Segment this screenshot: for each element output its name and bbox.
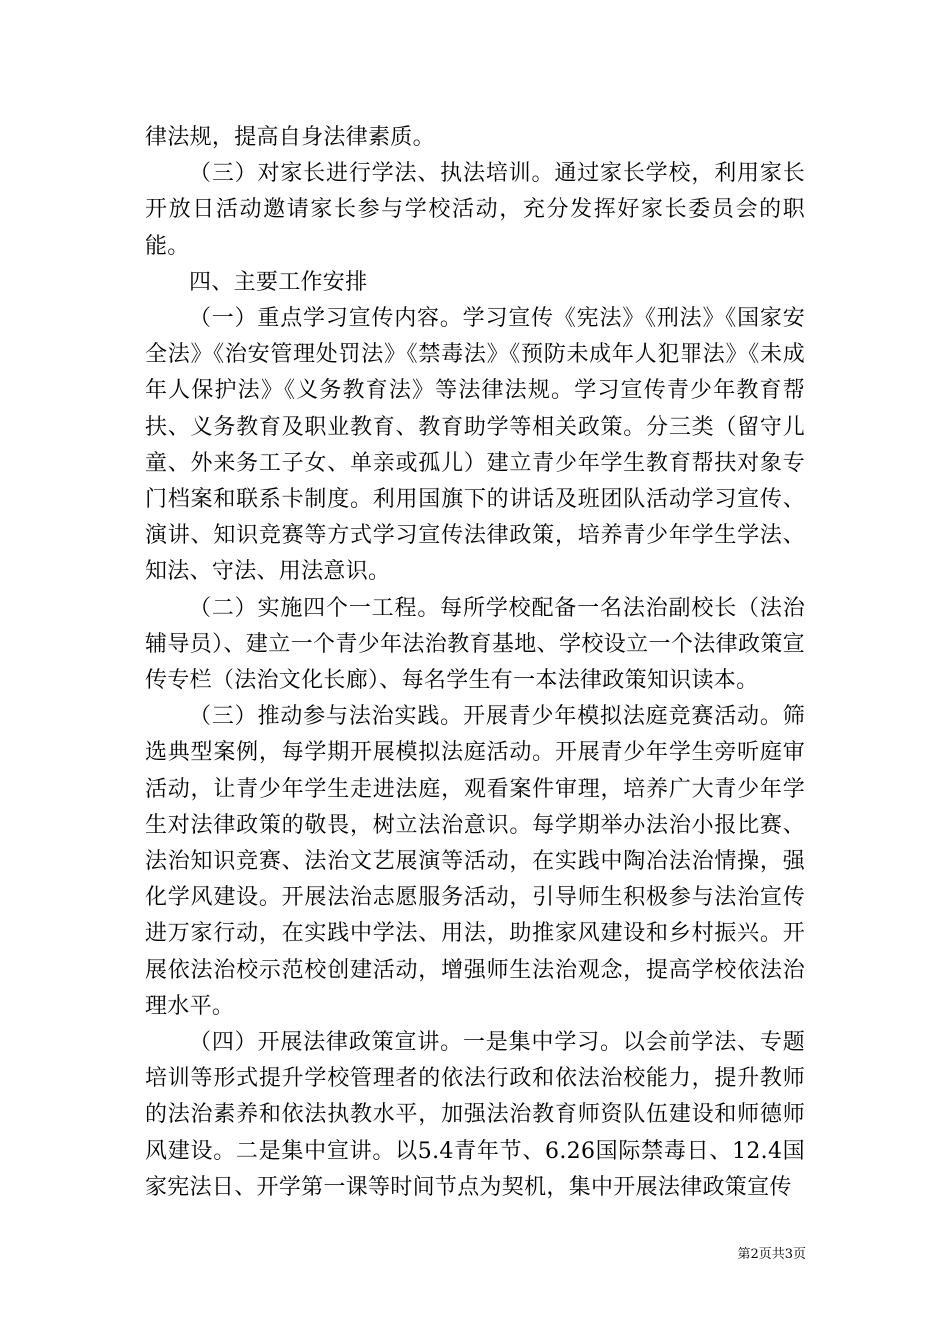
- document-body: [145, 120, 805, 1206]
- page-number-footer: 第2页共3页: [737, 1247, 806, 1262]
- paragraph-parent-training: （三）对家长进行学法、执法培训。通过家长学校，利用家长开放日活动邀请家长参与学校活动，充分发挥好家长委员会的职能。: [145, 161, 805, 259]
- section-heading-work-arrangements: 四、主要工作安排: [189, 269, 368, 295]
- paragraph-legal-practice: （三）推动参与法治实践。开展青少年模拟法庭竞赛活动。筛选典型案例，每学期开展模拟法庭活动。开展青少年学生旁听庭审活动，让青少年学生走进法庭，观看案件审理，培养广大青少年学生对法律政策的敬畏，树立法治意识。每学期举办法治小报比赛、法治知识竞赛、法治文艺展演等活动，在实践中陶冶法治情操，强化学风建设。开展法治志愿服务活动，引导师生积极参与法治宣传进万家行动，在实践中学法、用法，助推家风建设和乡村振兴。开展依法治校示范校创建活动，增强师生法治观念，提高学校依法治理水平。: [145, 704, 805, 1019]
- paragraph-key-content: （一）重点学习宣传内容。学习宣传《宪法》《刑法》《国家安全法》《治安管理处罚法》《禁毒法》《预防未成年人犯罪法》《未成年人保护法》《义务教育法》等法律法规。学习宣传青少年教育帮扶、义务教育及职业教育、教育助学等相关政策。分三类（留守儿童、外来务工子女、单亲或孤儿）建立青少年学生教育帮扶对象专门档案和联系卡制度。利用国旗下的讲话及班团队活动学习宣传、演讲、知识竞赛等方式学习宣传法律政策，培养青少年学生学法、知法、守法、用法意识。: [145, 306, 805, 585]
- paragraph-policy-lectures: （四）开展法律政策宣讲。一是集中学习。以会前学法、专题培训等形式提升学校管理者的依法行政和依法治校能力，提升教师的法治素养和依法执教水平，加强法治教育师资队伍建设和师德师风建设。二是集中宣讲。以5.4青年节、6.26国际禁毒日、12.4国家宪法日、开学第一课等时间节点为契机，集中开展法律政策宣传: [145, 1030, 805, 1200]
- paragraph-four-ones-project: （二）实施四个一工程。每所学校配备一名法治副校长（法治辅导员）、建立一个青少年法治教育基地、学校设立一个法律政策宣传专栏（法治文化长廊）、每名学生有一本法律政策知识读本。: [145, 595, 805, 694]
- paragraph-law-continued: 律法规，提高自身法律素质。: [145, 125, 435, 150]
